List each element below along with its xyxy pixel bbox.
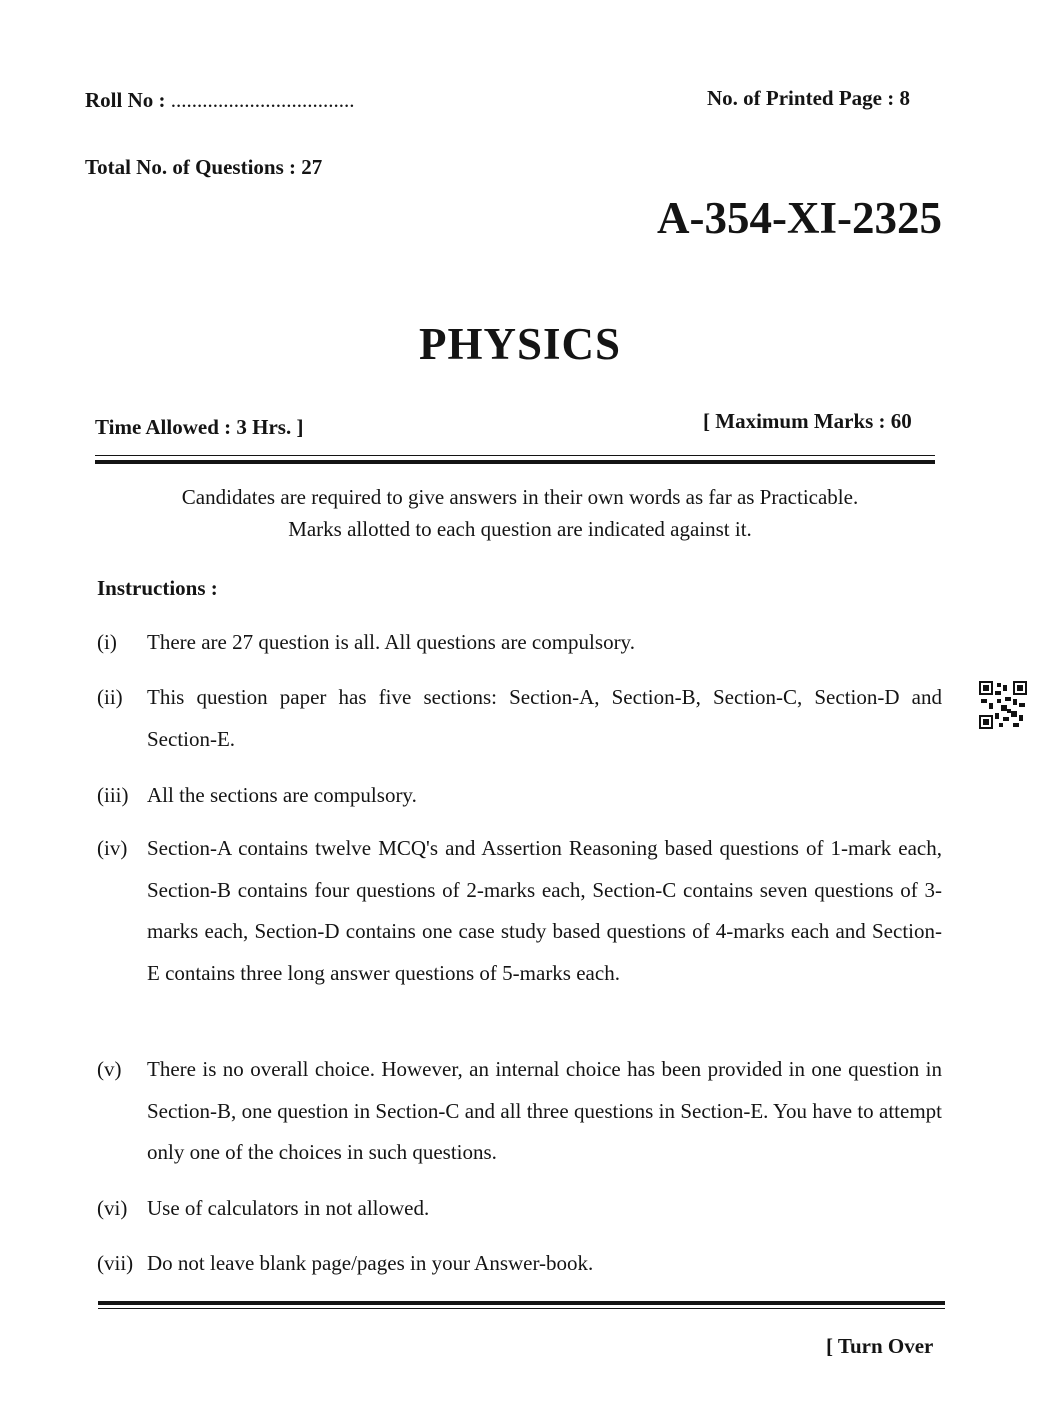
instruction-number: (v) [97,1057,122,1081]
qr-code-icon [979,681,1027,729]
instruction-number: (vi) [97,1196,128,1220]
instruction-number: (vii) [97,1251,134,1275]
intro-line-2: Marks allotted to each question are indicated against it. [288,517,752,541]
turn-over-label: [ Turn Over [826,1334,934,1358]
instruction-item [97,828,942,994]
instruction-item [97,1049,942,1174]
time-allowed: Time Allowed : 3 Hrs. ] [95,415,304,439]
instruction-text: All the sections are compulsory. [147,783,417,807]
instruction-text: Do not leave blank page/pages in your Answer-book. [147,1251,594,1275]
roll-number-label: Roll No : [85,88,166,112]
instruction-number: (iii) [97,783,129,807]
instruction-number: (ii) [97,685,123,709]
instructions-heading: Instructions : [97,576,218,600]
instruction-item [97,775,942,817]
paper-code: A-354-XI-2325 [657,193,942,243]
footer-divider-thin [98,1308,945,1309]
instruction-item [97,677,942,760]
header-divider-thick [95,460,935,464]
total-questions: Total No. of Questions : 27 [85,155,323,179]
instruction-number: (iv) [97,836,128,860]
roll-number-field [85,88,355,113]
instruction-text: Section-A contains twelve MCQ's and Assertion Reasoning based questions of 1-mark each, Section-B contains four questions of 2-marks each, Section-C contains seven questions of 3-marks each, Section-D contains one case study based questions of 4-marks each and Section-E contains three long answer questions of 5-marks each. [147,836,942,985]
instruction-text: Use of calculators in not allowed. [147,1196,430,1220]
instruction-text: There is no overall choice. However, an internal choice has been provided in one question in Section-B, one question in Section-C and all three questions in Section-E. You have to attempt only one of the choices in such questions. [147,1057,942,1164]
intro-line-1: Candidates are required to give answers in their own words as far as Practicable. [181,485,859,509]
header-divider-thin [95,455,935,456]
roll-number-blank: ................................... [170,88,355,112]
instruction-item [97,1243,942,1285]
instruction-text: This question paper has five sections: Section-A, Section-B, Section-C, Section-D and Section-E. [147,685,942,751]
instruction-item [97,1188,942,1230]
instruction-text: There are 27 question is all. All questions are compulsory. [147,630,635,654]
instruction-number: (i) [97,630,117,654]
instruction-item [97,622,942,664]
subject-title: PHYSICS [418,319,622,369]
maximum-marks: [ Maximum Marks : 60 [703,409,912,433]
footer-divider-thick [98,1301,945,1305]
printed-pages: No. of Printed Page : 8 [707,86,910,110]
